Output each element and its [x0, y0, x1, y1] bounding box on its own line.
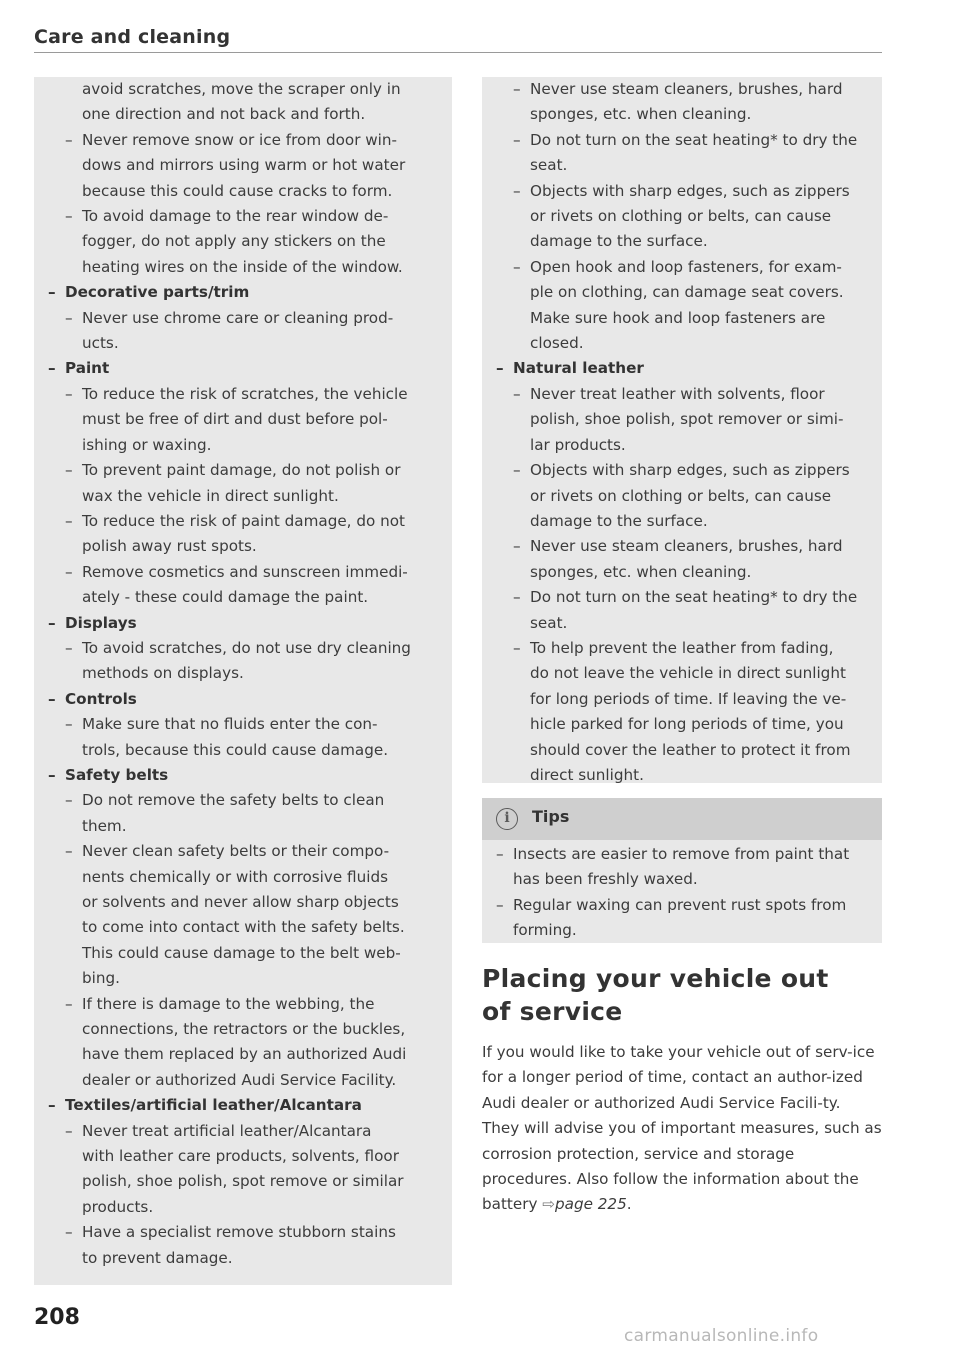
list-item-text: To avoid damage to the rear window de- — [82, 207, 389, 226]
dash-bullet: – — [513, 638, 521, 657]
list-item-text: lar products. — [530, 435, 626, 454]
right-list-item-continuation — [530, 407, 878, 432]
left-list-item-continuation — [82, 179, 443, 204]
right-list-item — [496, 77, 878, 102]
list-item-text: Open hook and loop fasteners, for exam- — [530, 257, 842, 276]
tips-text — [496, 842, 878, 944]
dash-bullet: – — [65, 308, 73, 327]
right-list-item — [496, 255, 878, 280]
list-item-text: Make sure that no fluids enter the con- — [82, 715, 378, 734]
subheading-text: Displays — [65, 613, 137, 632]
list-item-text: polish, shoe polish, spot remover or simi- — [530, 410, 844, 429]
section-heading-line-2: of service — [482, 997, 623, 1026]
dash-bullet: – — [65, 384, 73, 403]
left-list-item-continuation — [82, 229, 443, 254]
list-item-text: Do not turn on the seat heating* to dry the — [530, 588, 858, 607]
list-item-text: to come into contact with the safety belts. — [82, 918, 405, 937]
right-list-item — [496, 382, 878, 407]
list-item-text: Do not turn on the seat heating* to dry the — [530, 130, 858, 149]
list-item-text: or solvents and never allow sharp objects — [82, 893, 399, 911]
tips-list-item — [496, 893, 878, 918]
list-item-text: ately - these could damage the paint. — [82, 588, 369, 607]
dash-bullet: – — [496, 359, 504, 378]
right-list-item-continuation — [530, 229, 878, 254]
left-list-item — [48, 788, 443, 813]
right-list-item-continuation — [530, 687, 878, 712]
dash-bullet: – — [48, 1096, 56, 1115]
left-subheading — [48, 687, 443, 712]
left-list-item-continuation — [82, 1144, 443, 1169]
subheading-text: Decorative parts/trim — [65, 283, 250, 302]
list-item-text: To avoid scratches, do not use dry cleaning — [82, 638, 411, 657]
list-item-text: seat. — [530, 156, 568, 175]
left-list-item-continuation — [82, 738, 443, 763]
right-list-item — [496, 636, 878, 661]
dash-bullet: – — [65, 130, 73, 149]
list-item-text: bing. — [82, 969, 120, 988]
page-reference-text: page 225 — [555, 1195, 627, 1214]
right-list-item-continuation — [530, 331, 878, 356]
left-list-item-continuation — [82, 915, 443, 940]
list-item-text: polish away rust spots. — [82, 537, 257, 556]
right-list-item-continuation — [530, 560, 878, 585]
subheading-text: Safety belts — [65, 765, 169, 784]
list-item-text: Regular waxing can prevent rust spots from — [513, 895, 847, 914]
left-list-item — [48, 458, 443, 483]
left-list-item-continuation — [82, 941, 443, 966]
list-item-text: trols, because this could cause damage. — [82, 740, 389, 759]
list-item-text: or rivets on clothing or belts, can cause — [530, 486, 832, 505]
list-item-text: ishing or waxing. — [82, 435, 212, 454]
right-list-item-continuation — [530, 763, 878, 788]
left-list-item-continuation — [82, 407, 443, 432]
list-item-text: should cover the leather to protect it from — [530, 740, 851, 759]
list-item-text: direct sunlight. — [530, 765, 644, 784]
dash-bullet: – — [48, 283, 56, 302]
dash-bullet: – — [513, 384, 521, 403]
paragraph-text: If you would like to take your vehicle out of serv-ice for a longer period of time, contact an author-ized Audi dealer or authorized Audi Service Facili-ty. They will advise you of important measures, such as corrosion protection, service and storage procedures. Also follow the information about the battery — [482, 1043, 882, 1214]
section-title: Care and cleaning — [34, 26, 231, 48]
list-item-text: To help prevent the leather from fading, — [530, 638, 834, 657]
left-list-item-continuation — [82, 153, 443, 178]
right-subheading — [496, 356, 878, 381]
dash-bullet: – — [513, 181, 521, 200]
tips-list-item-continuation — [513, 918, 878, 943]
list-item-text: To reduce the risk of scratches, the vehicle — [82, 384, 408, 403]
list-item-text: Do not remove the safety belts to clean — [82, 791, 385, 810]
list-item-text: seat. — [530, 613, 568, 632]
page-number: 208 — [34, 1305, 80, 1330]
left-subheading — [48, 611, 443, 636]
section-heading — [482, 962, 882, 1028]
section-heading-line-1: Placing your vehicle out — [482, 964, 829, 993]
left-subheading — [48, 1093, 443, 1118]
left-list-item-continuation — [82, 1195, 443, 1220]
tips-list-item-continuation — [513, 867, 878, 892]
left-list-item-continuation — [82, 484, 443, 509]
list-item-text: avoid scratches, move the scraper only in — [82, 80, 401, 98]
left-list-item — [48, 1220, 443, 1245]
list-item-text: do not leave the vehicle in direct sunlight — [530, 664, 846, 683]
right-list-item-continuation — [530, 484, 878, 509]
left-subheading — [48, 356, 443, 381]
left-subheading — [48, 280, 443, 305]
list-item-text: has been freshly waxed. — [513, 870, 698, 889]
list-item-text: sponges, etc. when cleaning. — [530, 562, 752, 581]
left-list-item — [48, 560, 443, 585]
subheading-text: Natural leather — [513, 359, 644, 378]
dash-bullet: – — [65, 994, 73, 1013]
left-list-item-continuation — [82, 77, 443, 102]
list-item-text: for long periods of time. If leaving the ve- — [530, 689, 847, 708]
list-item-text: Never use chrome care or cleaning prod- — [82, 308, 394, 327]
list-item-text: forming. — [513, 921, 577, 940]
dash-bullet: – — [513, 257, 521, 276]
left-list-item-continuation — [82, 534, 443, 559]
dash-bullet: – — [65, 461, 73, 480]
left-list-item-continuation — [82, 1017, 443, 1042]
list-item-text: methods on displays. — [82, 664, 244, 683]
left-list-item — [48, 509, 443, 534]
list-item-text: To prevent paint damage, do not polish or — [82, 461, 401, 480]
list-item-text: Have a specialist remove stubborn stains — [82, 1223, 396, 1242]
list-item-text: wax the vehicle in direct sunlight. — [82, 486, 339, 505]
left-list-item-continuation — [82, 865, 443, 890]
right-list-item — [496, 179, 878, 204]
left-list-item — [48, 992, 443, 1017]
tips-label: Tips — [532, 807, 570, 826]
subheading-text: Paint — [65, 359, 110, 378]
left-list-item-continuation — [82, 102, 443, 127]
list-item-text: Make sure hook and loop fasteners are — [530, 308, 826, 327]
dash-bullet: – — [65, 1223, 73, 1242]
dash-bullet: – — [65, 562, 73, 581]
right-list-item — [496, 458, 878, 483]
list-item-text: dealer or authorized Audi Service Facility. — [82, 1070, 397, 1089]
list-item-text: Never clean safety belts or their compo- — [82, 842, 390, 861]
list-item-text: This could cause damage to the belt web- — [82, 943, 401, 962]
left-list-item-continuation — [82, 1169, 443, 1194]
paragraph-end: . — [626, 1195, 632, 1214]
dash-bullet: – — [496, 895, 504, 914]
list-item-text: Never treat artificial leather/Alcantara — [82, 1121, 372, 1140]
left-list-item — [48, 636, 443, 661]
page-reference-link[interactable] — [542, 1195, 626, 1213]
list-item-text: nents chemically or with corrosive fluids — [82, 867, 389, 886]
list-item-text: with leather care products, solvents, floor — [82, 1147, 399, 1166]
left-subheading — [48, 763, 443, 788]
right-list-item-continuation — [530, 280, 878, 305]
reference-arrow-icon: ⇨ — [542, 1195, 555, 1214]
list-item-text: have them replaced by an authorized Audi — [82, 1045, 407, 1064]
tips-header — [482, 798, 882, 840]
left-list-item-continuation — [82, 255, 443, 280]
list-item-text: one direction and not back and forth. — [82, 105, 366, 124]
title-divider — [34, 52, 882, 53]
dash-bullet: – — [513, 461, 521, 480]
list-item-text: because this could cause cracks to form. — [82, 181, 393, 200]
list-item-text: Never use steam cleaners, brushes, hard — [530, 537, 843, 556]
right-list-item — [496, 128, 878, 153]
right-list-item-continuation — [530, 712, 878, 737]
right-list-item-continuation — [530, 306, 878, 331]
list-item-text: fogger, do not apply any stickers on the — [82, 232, 386, 251]
left-list-item-continuation — [82, 966, 443, 991]
dash-bullet: – — [513, 537, 521, 556]
list-item-text: Never remove snow or ice from door win- — [82, 130, 398, 149]
right-column-text — [496, 77, 878, 788]
list-item-text: ple on clothing, can damage seat covers. — [530, 283, 844, 302]
right-list-item-continuation — [530, 509, 878, 534]
dash-bullet: – — [513, 588, 521, 607]
left-list-item-continuation — [82, 433, 443, 458]
list-item-text: Never treat leather with solvents, floor — [530, 384, 825, 403]
dash-bullet: – — [48, 613, 56, 632]
dash-bullet: – — [48, 359, 56, 378]
tips-list-item — [496, 842, 878, 867]
right-list-item-continuation — [530, 433, 878, 458]
dash-bullet: – — [65, 638, 73, 657]
list-item-text: heating wires on the inside of the window. — [82, 257, 403, 276]
dash-bullet: – — [48, 689, 56, 708]
watermark[interactable]: carmanualsonline.info — [624, 1326, 819, 1346]
list-item-text: ucts. — [82, 334, 119, 353]
dash-bullet: – — [65, 842, 73, 861]
list-item-text: Objects with sharp edges, such as zippers — [530, 461, 850, 480]
right-list-item — [496, 534, 878, 559]
left-list-item-continuation — [82, 1042, 443, 1067]
dash-bullet: – — [65, 207, 73, 226]
right-list-item-continuation — [530, 738, 878, 763]
info-circle-icon: i — [496, 808, 518, 830]
list-item-text: must be free of dirt and dust before pol- — [82, 410, 388, 429]
dash-bullet: – — [65, 715, 73, 734]
list-item-text: To reduce the risk of paint damage, do not — [82, 511, 405, 530]
dash-bullet: – — [48, 765, 56, 784]
left-list-item — [48, 382, 443, 407]
list-item-text: Remove cosmetics and sunscreen immedi- — [82, 562, 408, 581]
list-item-text: or rivets on clothing or belts, can cause — [530, 207, 832, 226]
right-list-item-continuation — [530, 102, 878, 127]
right-list-item-continuation — [530, 153, 878, 178]
list-item-text: If there is damage to the webbing, the — [82, 994, 375, 1013]
right-list-item-continuation — [530, 611, 878, 636]
left-list-item-continuation — [82, 890, 443, 915]
list-item-text: damage to the surface. — [530, 232, 708, 251]
list-item-text: them. — [82, 816, 127, 835]
left-list-item-continuation — [82, 661, 443, 686]
right-list-item — [496, 585, 878, 610]
subheading-text: Controls — [65, 689, 137, 708]
dash-bullet: – — [65, 511, 73, 530]
left-list-item-continuation — [82, 585, 443, 610]
subheading-text: Textiles/artificial leather/Alcantara — [65, 1096, 362, 1115]
list-item-text: closed. — [530, 334, 584, 353]
right-list-item-continuation — [530, 204, 878, 229]
dash-bullet: – — [65, 791, 73, 810]
list-item-text: connections, the retractors or the buckles, — [82, 1020, 406, 1039]
left-list-item — [48, 306, 443, 331]
list-item-text: polish, shoe polish, spot remove or similar — [82, 1172, 404, 1191]
dash-bullet: – — [513, 80, 521, 98]
left-list-item — [48, 1119, 443, 1144]
list-item-text: products. — [82, 1197, 154, 1216]
left-column-text — [48, 77, 443, 1271]
left-list-item — [48, 128, 443, 153]
list-item-text: hicle parked for long periods of time, you — [530, 715, 844, 734]
left-list-item — [48, 204, 443, 229]
dash-bullet: – — [65, 1121, 73, 1140]
list-item-text: damage to the surface. — [530, 511, 708, 530]
left-list-item-continuation — [82, 1068, 443, 1093]
left-list-item-continuation — [82, 1246, 443, 1271]
list-item-text: Never use steam cleaners, brushes, hard — [530, 80, 843, 98]
left-list-item-continuation — [82, 814, 443, 839]
right-list-item-continuation — [530, 661, 878, 686]
list-item-text: sponges, etc. when cleaning. — [530, 105, 752, 124]
dash-bullet: – — [513, 130, 521, 149]
left-list-item — [48, 712, 443, 737]
section-paragraph — [482, 1040, 882, 1218]
left-list-item-continuation — [82, 331, 443, 356]
list-item-text: Objects with sharp edges, such as zippers — [530, 181, 850, 200]
list-item-text: Insects are easier to remove from paint that — [513, 845, 850, 863]
dash-bullet: – — [496, 845, 504, 863]
left-list-item — [48, 839, 443, 864]
list-item-text: dows and mirrors using warm or hot water — [82, 156, 406, 175]
list-item-text: to prevent damage. — [82, 1248, 233, 1267]
